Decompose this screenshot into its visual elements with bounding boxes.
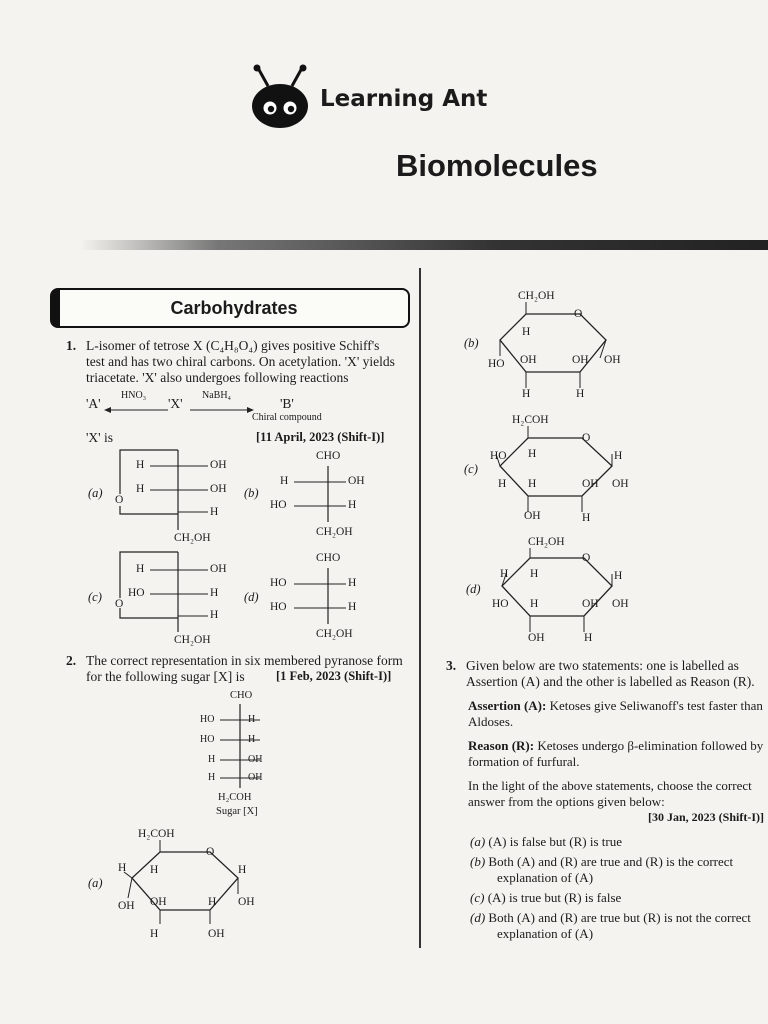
fischer-r1-right: H [248, 714, 256, 725]
q3-assertion-cont: Aldoses. [468, 714, 514, 729]
scheme-a: 'A' [86, 396, 101, 411]
a-r3-right: H [210, 506, 219, 518]
reagent-nabh4: NaBH₄ [202, 390, 232, 401]
q2a-oh-left2: OH [150, 896, 167, 908]
q2b-top: CH₂OH [518, 290, 555, 302]
q2c-h2: H [614, 450, 623, 462]
q2d-oh3: OH [528, 632, 545, 644]
a-r1-right: OH [210, 459, 227, 471]
q2-option-c-structure [486, 414, 646, 528]
fischer-caption: Sugar [X] [216, 806, 258, 817]
q3-option-d-cont: explanation of (A) [497, 926, 594, 941]
q2-option-a-structure [110, 828, 270, 944]
a-r2-right: OH [210, 483, 227, 495]
d-r2-right: H [348, 601, 357, 613]
q2d-ring-oxygen: O [582, 552, 591, 564]
q3-reference: [30 Jan, 2023 (Shift-I)] [648, 810, 764, 824]
fischer-r1-left: HO [200, 714, 215, 725]
q2a-oh-left: OH [118, 900, 135, 912]
q2a-h-left2: H [150, 864, 159, 876]
a-r2-left: H [136, 483, 145, 495]
b-r1-left: H [280, 475, 289, 487]
q2-option-c-label: (c) [464, 462, 478, 476]
d-bottom: CH₂OH [316, 628, 353, 640]
q3-reason [468, 738, 763, 754]
q2d-h3: H [614, 570, 623, 582]
scheme-x: 'X' [168, 396, 183, 411]
q2-option-b-label: (b) [464, 336, 479, 350]
q2d-ho: HO [492, 598, 509, 610]
fischer-r2-right: H [248, 734, 256, 745]
d-r1-right: H [348, 577, 357, 589]
q3-option-b [470, 854, 733, 870]
q2a-ring-oxygen: O [206, 846, 215, 858]
scheme-b: 'B' [280, 396, 294, 411]
q3-prompt1: In the light of the above statements, choose the correct [468, 778, 752, 793]
q1-line1: L-isomer of tetrose X (C₄H₈O₄) gives positive Schiff's [86, 338, 380, 353]
c-bottom: CH₂OH [174, 634, 211, 646]
b-r1-right: OH [348, 475, 365, 487]
c-r2-right: H [210, 587, 219, 599]
q2-option-a-label: (a) [88, 876, 103, 890]
q2c-ring-oxygen: O [582, 432, 591, 444]
q2-line2: for the following sugar [X] is [86, 669, 245, 684]
q3-option-c-label: (c) [470, 890, 485, 905]
q3-line2: Assertion (A) and the other is labelled as Reason (R). [466, 674, 755, 689]
chiral-note: Chiral compound [252, 412, 322, 423]
assertion-text: Ketoses give Seliwanoff's test faster than [546, 698, 763, 713]
b-r2-right: H [348, 499, 357, 511]
arrow-left-icon [104, 401, 168, 419]
q2-option-b-structure [484, 290, 634, 404]
d-r1-left: HO [270, 577, 287, 589]
q2-option-d-label: (d) [466, 582, 481, 596]
q1-option-b-structure [266, 450, 386, 550]
q1-option-d-label: (d) [244, 590, 259, 604]
q1-option-c-label: (c) [88, 590, 102, 604]
q1-option-b-label: (b) [244, 486, 259, 500]
q3-reason-cont: formation of furfural. [468, 754, 580, 769]
q2-fischer-structure [196, 690, 296, 822]
q3-line1: Given below are two statements: one is labelled as [466, 658, 739, 673]
q2d-oh1: OH [582, 598, 599, 610]
q3-option-c [470, 890, 621, 906]
q1-option-c-structure [112, 548, 242, 652]
x-is-label: 'X' is [86, 430, 113, 445]
assertion-label: Assertion (A): [468, 698, 547, 713]
q3-number: 3. [446, 658, 457, 673]
q2b-oh1: OH [520, 354, 537, 366]
q2b-ring-oxygen: O [574, 308, 583, 320]
q2d-top: CH₂OH [528, 536, 565, 548]
q2c-oh2: OH [612, 478, 629, 490]
q2b-h1: H [522, 326, 531, 338]
q3-option-a-text: (A) is false but (R) is true [488, 834, 623, 849]
q2b-h2: H [522, 388, 531, 400]
q2c-h5: H [582, 512, 591, 524]
d-top: CHO [316, 552, 341, 564]
column-divider [419, 268, 421, 948]
q2b-h3: H [576, 388, 585, 400]
q1-number: 1. [66, 338, 77, 353]
c-r1-left: H [136, 563, 145, 575]
d-r2-left: HO [270, 601, 287, 613]
c-r3-right: H [210, 609, 219, 621]
reason-text: Ketoses undergo β-elimination followed by [534, 738, 764, 753]
q3-option-a [470, 834, 622, 850]
q3-option-c-text: (A) is true but (R) is false [487, 890, 622, 905]
q2b-oh3: OH [604, 354, 621, 366]
header-divider [80, 240, 768, 250]
q2a-h-right2: H [208, 896, 217, 908]
q2a-oh-right: OH [238, 896, 255, 908]
q2c-h1: H [528, 448, 537, 460]
q1-reference: [11 April, 2023 (Shift-I)] [256, 430, 385, 444]
a-ring-oxygen: O [115, 494, 124, 506]
q1-line3: triacetate. 'X' also undergoes following reactions [86, 370, 349, 385]
arrow-right-icon [190, 401, 254, 419]
q2a-h-bottom: H [150, 928, 159, 940]
q1-line2: test and has two chiral carbons. On acetylation. 'X' yields [86, 354, 395, 369]
q2c-h3: H [498, 478, 507, 490]
fischer-r2-left: HO [200, 734, 215, 745]
q2a-oh-bottom: OH [208, 928, 225, 940]
q3-option-d [470, 910, 751, 926]
q2a-h-left: H [118, 862, 127, 874]
page-title: Biomolecules [396, 148, 598, 183]
fischer-r4-right: OH [248, 772, 263, 783]
q2-number: 2. [66, 653, 77, 668]
q2c-top: H₂COH [512, 414, 549, 426]
c-r1-right: OH [210, 563, 227, 575]
q3-prompt2: answer from the options given below: [468, 794, 665, 809]
q2d-oh2: OH [612, 598, 629, 610]
q2c-oh1: OH [582, 478, 599, 490]
q2d-h1: H [500, 568, 509, 580]
q1-option-d-structure [266, 552, 386, 652]
fischer-bottom: H₂COH [218, 792, 252, 803]
q1-option-a-structure [112, 446, 242, 552]
reason-label: Reason (R): [468, 738, 535, 753]
logo-ant-icon [246, 64, 316, 130]
section-header [50, 288, 410, 328]
q3-option-b-label: (b) [470, 854, 486, 869]
q3-assertion [468, 698, 763, 714]
q3-option-a-label: (a) [470, 834, 486, 849]
section-title: Carbohydrates [170, 298, 298, 318]
q2-reference: [1 Feb, 2023 (Shift-I)] [276, 669, 392, 683]
q2c-ho: HO [490, 450, 507, 462]
a-bottom: CH₂OH [174, 532, 211, 544]
fischer-r3-left: H [208, 754, 216, 765]
b-bottom: CH₂OH [316, 526, 353, 538]
c-ring-oxygen: O [115, 598, 124, 610]
c-r2-left: HO [128, 587, 145, 599]
q2-line1: The correct representation in six membered pyranose form [86, 653, 403, 668]
brand-name: Learning Ant [320, 86, 488, 112]
a-r1-left: H [136, 459, 145, 471]
q2c-oh3: OH [524, 510, 541, 522]
q2d-h2: H [530, 568, 539, 580]
reagent-hno3: HNO₃ [121, 390, 147, 401]
q3-option-d-text: Both (A) and (R) are true but (R) is not the correct [488, 910, 751, 925]
q2a-h-right: H [238, 864, 247, 876]
b-r2-left: HO [270, 499, 287, 511]
fischer-r3-right: OH [248, 754, 263, 765]
fischer-r4-left: H [208, 772, 216, 783]
q2c-h4: H [528, 478, 537, 490]
q2a-top: H₂COH [138, 828, 175, 840]
b-top: CHO [316, 450, 341, 462]
q3-option-b-cont: explanation of (A) [497, 870, 594, 885]
q2d-h4: H [530, 598, 539, 610]
q2-option-d-structure [488, 536, 648, 648]
q3-option-d-label: (d) [470, 910, 486, 925]
q2b-ho: HO [488, 358, 505, 370]
q2d-h5: H [584, 632, 593, 644]
q3-option-b-text: Both (A) and (R) are true and (R) is the correct [488, 854, 734, 869]
fischer-top: CHO [230, 690, 253, 701]
q2b-oh2: OH [572, 354, 589, 366]
q1-option-a-label: (a) [88, 486, 103, 500]
